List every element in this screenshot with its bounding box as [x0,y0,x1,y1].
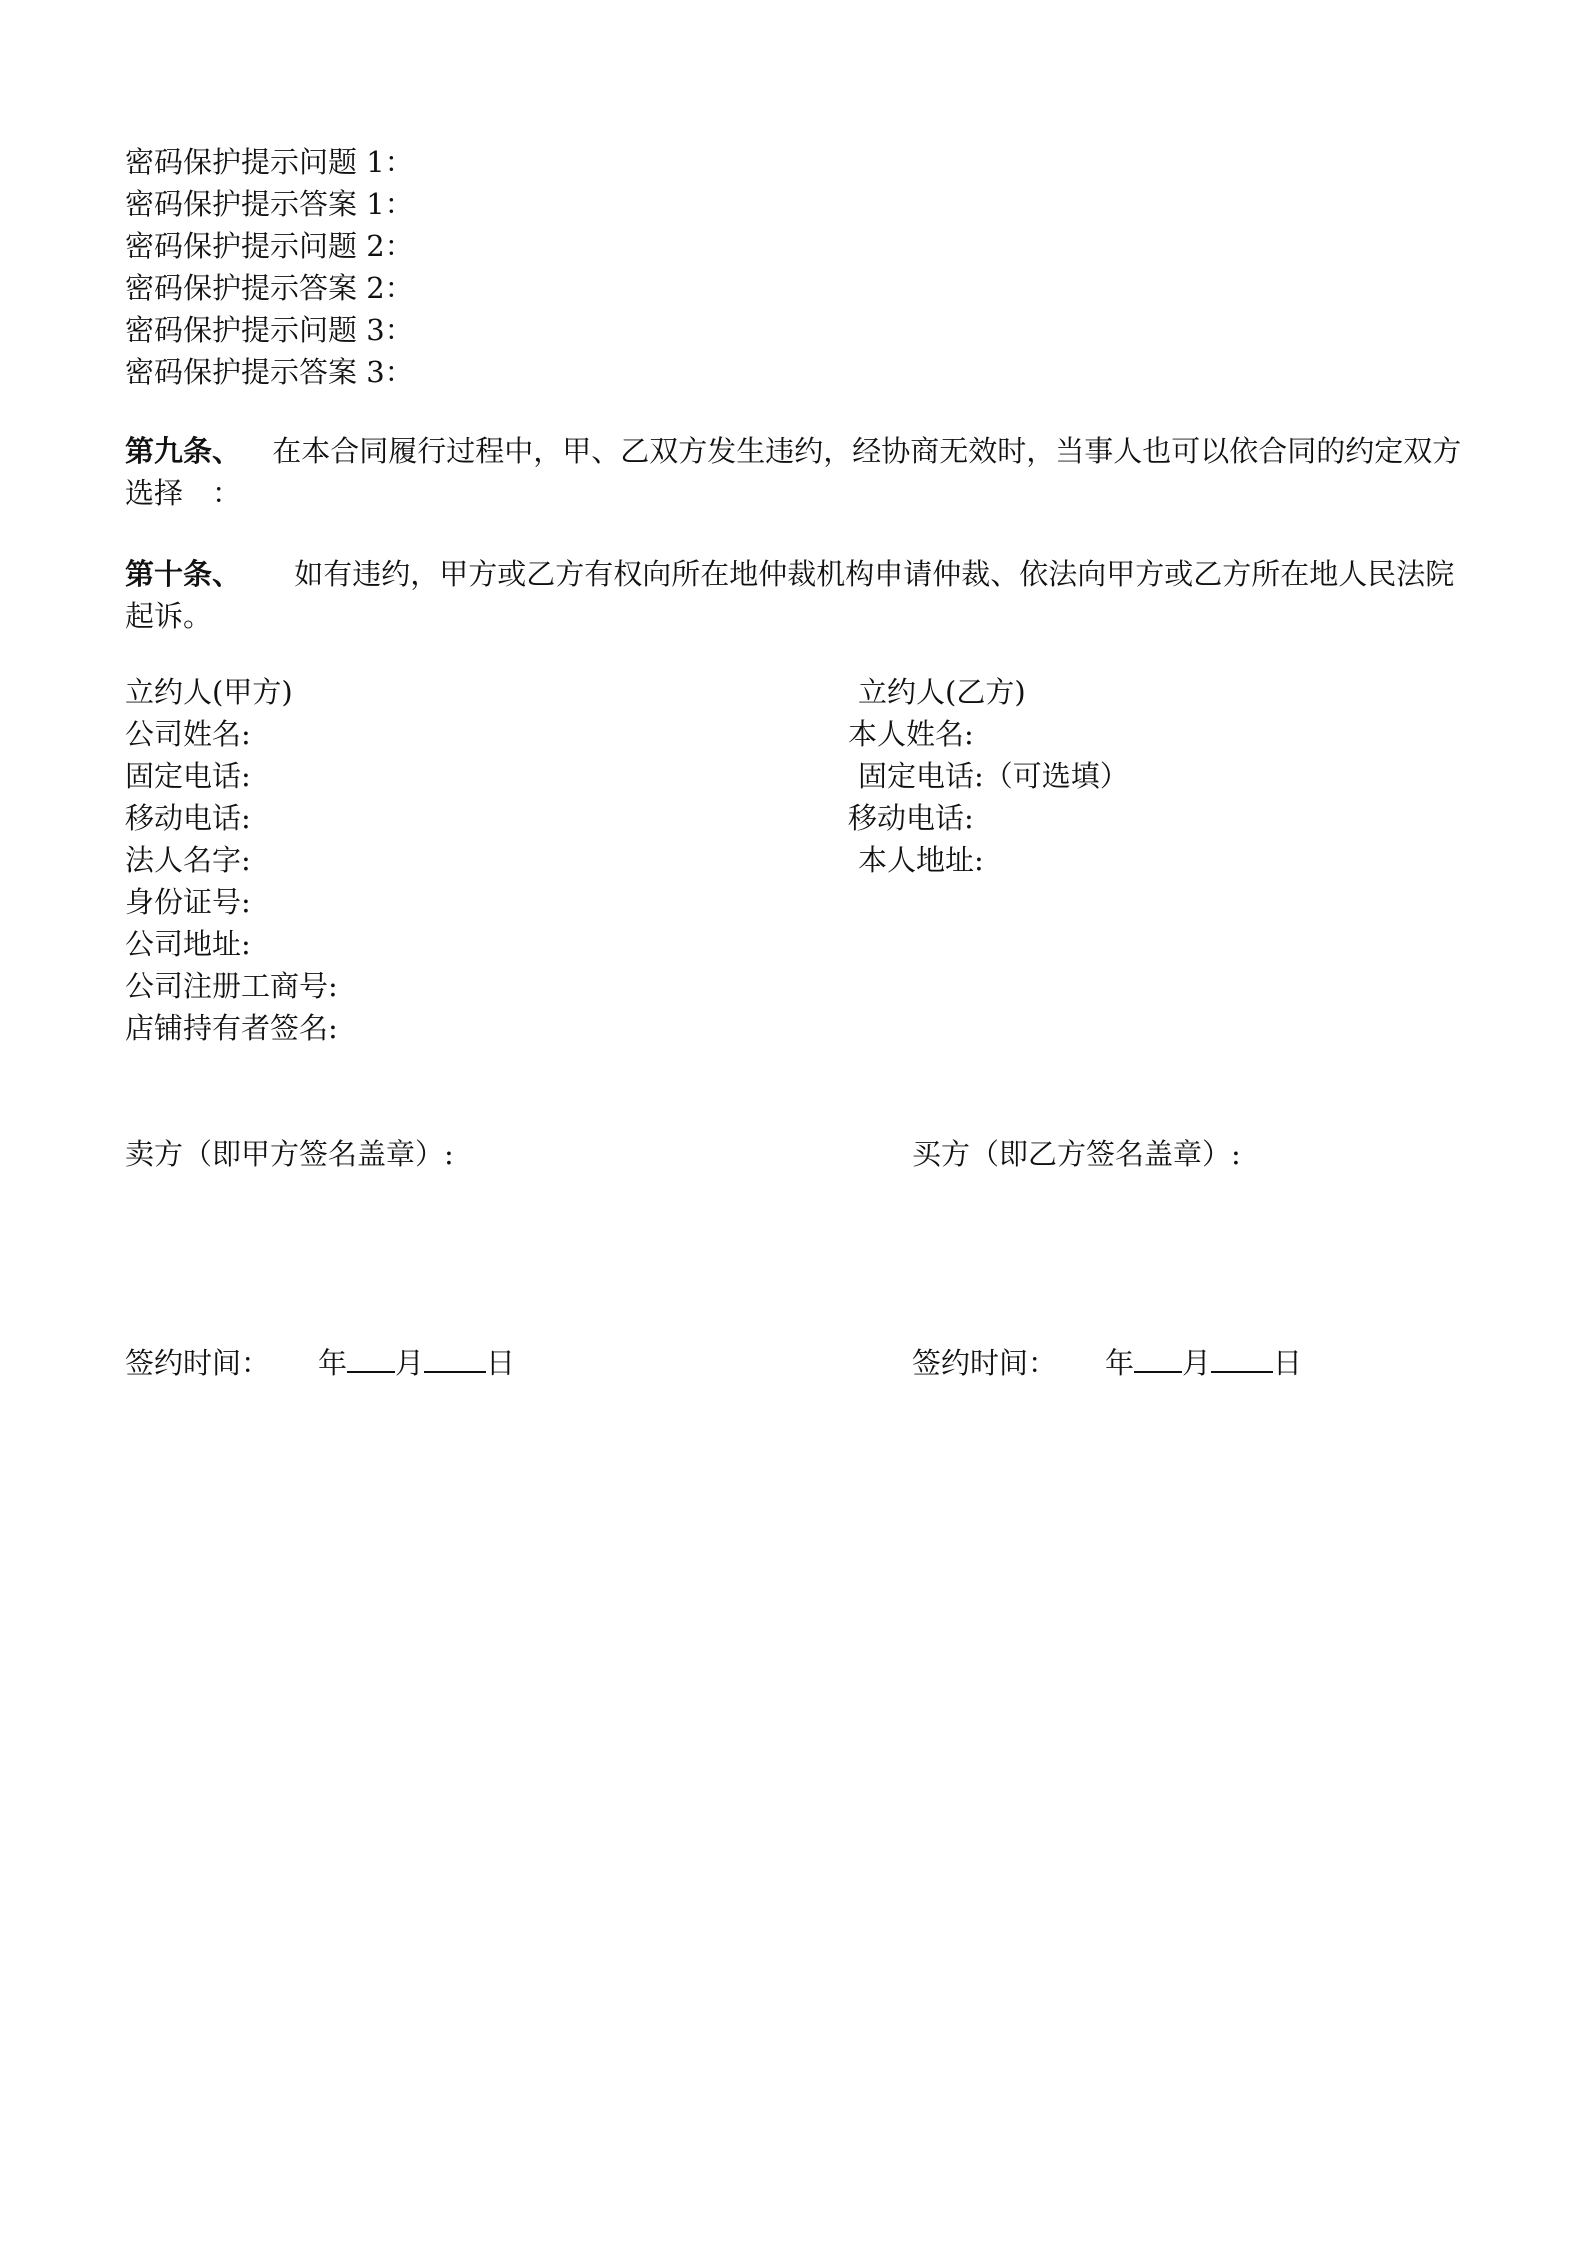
password-answer-2: 密码保护提示答案 2： [125,271,414,305]
signing-date-month: 月 [395,1346,425,1380]
party-b-title: 立约人(乙方) [858,675,1026,709]
buyer-signature-label: 买方（即乙方签名盖章）: [912,1137,1241,1171]
party-a-title: 立约人(甲方) [125,675,293,709]
signing-date-label: 签约时间： [125,1346,271,1380]
password-answer-3: 密码保护提示答案 3： [125,355,414,389]
party-a-mobile: 移动电话: [125,801,251,835]
day-blank [1211,1345,1273,1373]
article-9-heading: 第九条、 [125,434,242,468]
signing-date-day: 日 [486,1346,516,1380]
signing-date-year: 年 [1105,1346,1135,1380]
party-a-legal-rep: 法人名字: [125,843,251,877]
password-question-1: 密码保护提示问题 1： [125,145,414,179]
seller-signature-label: 卖方（即甲方签名盖章）: [125,1137,454,1171]
party-a-store-owner-signature: 店铺持有者签名: [125,1011,338,1045]
article-9-text: 在本合同履行过程中，甲、乙双方发生违约，经协商无效时，当事人也可以依合同的约定双方选择 ： [125,434,1462,510]
article-10-heading: 第十条、 [125,557,242,591]
signing-date-month: 月 [1182,1346,1212,1380]
signing-date-day: 日 [1273,1346,1303,1380]
month-blank [1134,1345,1182,1373]
party-b-address: 本人地址: [858,843,984,877]
party-b-mobile: 移动电话: [848,801,974,835]
password-question-3: 密码保护提示问题 3： [125,313,414,347]
signing-date-label: 签约时间： [912,1346,1058,1380]
password-answer-1: 密码保护提示答案 1： [125,187,414,221]
party-a-id-number: 身份证号: [125,885,251,919]
party-b-name: 本人姓名: [848,717,974,751]
article-10-text: 如有违约，甲方或乙方有权向所在地仲裁机构申请仲裁、依法向甲方或乙方所在地人民法院起诉。 [125,557,1455,633]
seller-signing-date [125,1345,515,1380]
party-a-company-name: 公司姓名: [125,717,251,751]
buyer-signing-date [912,1345,1302,1380]
signing-date-year: 年 [318,1346,348,1380]
party-a-address: 公司地址: [125,927,251,961]
password-question-2: 密码保护提示问题 2： [125,229,414,263]
party-a-business-reg: 公司注册工商号: [125,969,338,1003]
party-b-landline: 固定电话:（可选填） [858,759,1129,793]
article-9 [125,430,1470,514]
day-blank [424,1345,486,1373]
month-blank [347,1345,395,1373]
article-10 [125,553,1470,637]
party-a-landline: 固定电话: [125,759,251,793]
